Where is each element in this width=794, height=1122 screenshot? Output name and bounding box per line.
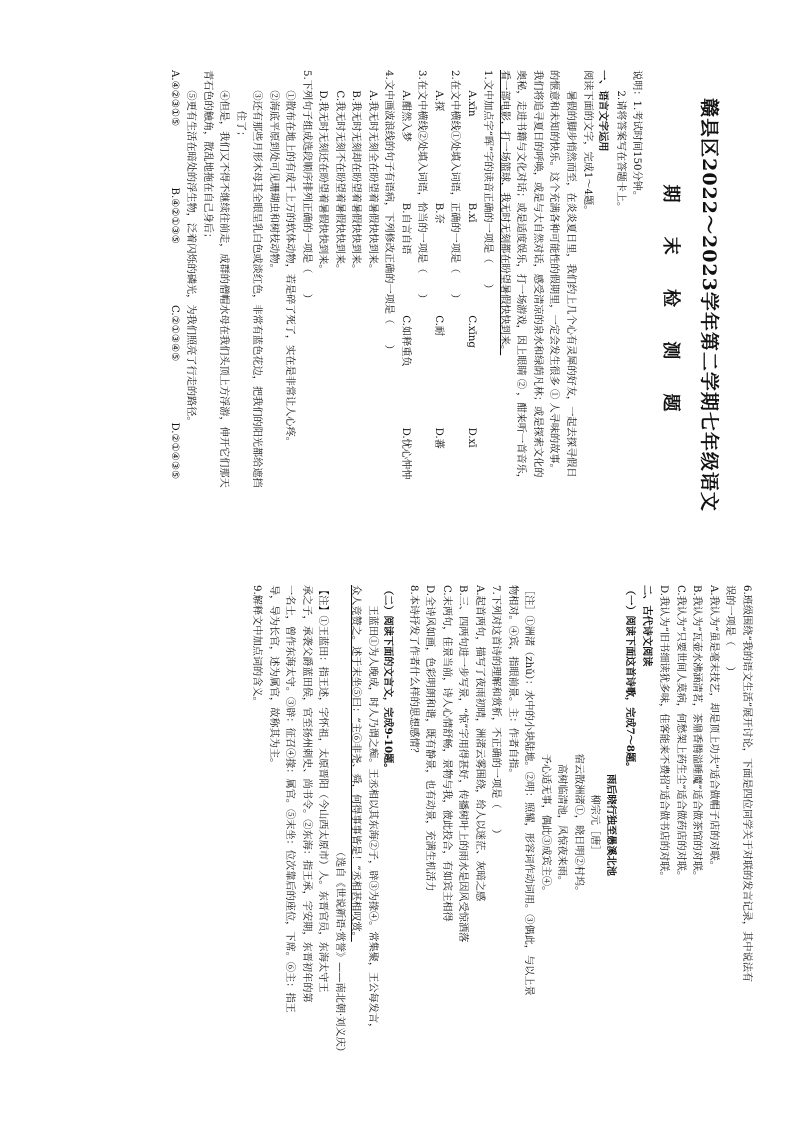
option[interactable]: B.三、四两句进一步写景，“惊”字用得甚好，传播树叶上的雨水是因风受惊洒落	[457, 585, 469, 943]
question-stem: 4.文中画波浪线的句子有语病，下列修改正确的一项是（ ）	[383, 70, 395, 355]
option[interactable]: A.xīn	[465, 90, 477, 117]
option[interactable]: A.酣然入梦	[399, 90, 411, 142]
option[interactable]: B.我无时无刻却在盼望着暑假快快到来。	[350, 90, 362, 275]
poem-note: ［注］①洲渚（zhǔ）：水中的小块陆地。②明：照耀，形容词作动词用。③偶此，与以上景	[523, 585, 535, 996]
option[interactable]: C.耐	[432, 315, 444, 337]
classical-note: 承之子，承袭父爵蓝田侯，官至扬州刺史、尚书令。②东海：指王承，字安期，东晋初年的第	[300, 585, 312, 1003]
option[interactable]: C.末两句，佳景当前，诗人心情舒畅，景物与我，彼此投合，有如宾主相得	[440, 585, 452, 922]
option[interactable]: D.蕃	[432, 427, 444, 449]
question-stem: 3.在文中横线②处填入词语，恰当的一项是（ ）	[416, 70, 428, 304]
question-stem: 2.在文中横线①处填入词语，正确的一项是（ ）	[449, 70, 461, 304]
section-heading: 二、古代诗文阅读	[640, 585, 653, 667]
sentence-line: ①散布在地上的有成千上万的软体动物，若是碎了死了，实在是非常让人心疼。	[284, 90, 296, 447]
poem-line: 高树临清池，风惊夜来雨。	[556, 763, 568, 887]
sentence-line: ④但是，我们又不得不继续往前走，成群的僧帽水母在我们头顶上方浮游，伸开它们那天	[218, 90, 230, 488]
question-options	[396, 70, 413, 540]
sentence-line: 住了；	[234, 110, 246, 142]
option[interactable]: D.我认为“旧书细读犹多味，佳客能来不费招”适合做书店的对联。	[658, 585, 670, 882]
sentence-line: ③还有那些月形木母其全眼呈乳白色或淡红色，非常有蓝色花边，把我们的阳光都给遮挡	[251, 90, 263, 488]
option[interactable]: A.起首两句，描写了夜雨初晴，洲渚云雾围绕，给人以迷茫、灰暗之感	[473, 585, 485, 902]
passage-line: 暑假的脚步悄然而至，在炎炎夏日里，我们约上几个心有灵犀的好友，一起去探寻假日	[565, 90, 577, 478]
poem-line: 予心适无事，偶此③成宾主④。	[539, 753, 551, 897]
option[interactable]: C.xīng	[465, 315, 477, 348]
classical-source: （选自《世说新语·赏誉》——南北朝·刘义庆）	[333, 846, 345, 1057]
question-options	[165, 70, 182, 540]
question-stem: 8.本诗抒发了作者什么样的思想感情？	[407, 585, 419, 758]
poem-note: 物相对。④宾，指眼前景。主：作者自指。	[506, 585, 518, 779]
question-stem: 9.解释文中加点词的含义。	[251, 585, 263, 707]
poem-author: 柳宗元［唐］	[589, 794, 601, 856]
passage-line: 的惬意和未知的快乐。这个充满各种可能性的假期里，一定会发生很多 ① 人寻味的故事。	[548, 70, 560, 474]
option[interactable]: D.xī	[465, 427, 477, 448]
option[interactable]: C.②①③④⑤	[168, 305, 180, 362]
option[interactable]: A.④②③①⑤	[168, 70, 180, 127]
option[interactable]: C.我无时无刻不在盼望着暑假快快到来。	[333, 90, 345, 275]
exam-note: 说明：1.考试时间150分钟。	[631, 70, 643, 202]
exam-note: 2.请将答案写在答题卡上。	[614, 90, 626, 213]
subsection-heading: （一）阅读下面这首诗歌，完成7～8题。	[624, 585, 637, 773]
option[interactable]: A.探	[432, 90, 444, 112]
option[interactable]: D.忧心忡忡	[399, 427, 411, 480]
section-heading: 一、语言文字运用	[597, 70, 610, 152]
subsection-heading: （二）阅读下面的文言文，完成9-10题。	[382, 585, 395, 774]
question-options	[429, 70, 446, 540]
classical-note: 导，导为长官，述为属官，故称其为主。	[267, 585, 279, 769]
option[interactable]: C.如释重负	[399, 315, 411, 367]
option[interactable]: B.自言自语	[399, 202, 411, 255]
option[interactable]: A.我无时无刻全在盼望着暑假快快到来。	[366, 90, 378, 275]
poem-line: 宿云散洲渚①，晓日明②村坞。	[572, 753, 584, 897]
option[interactable]: B.④②①③⑤	[168, 187, 180, 244]
exam-title: 赣县区2022～2023学年第二学期七年级语文	[698, 98, 720, 512]
passage-line: 看一部电影，打一场篮球，我无时无刻都在盼望暑假快快到来。	[498, 70, 510, 356]
exam-subtitle: 期 末 检 测 题	[660, 184, 682, 426]
reading-intro: 阅读下面的文字，完成1～4题。	[581, 70, 593, 216]
question-options	[462, 70, 479, 540]
right-column	[248, 585, 754, 1065]
option[interactable]: B.我认为“瓦壶水沸涵清茗，茶鼎香腾溢睡魔”适合做茶馆的对联。	[691, 585, 703, 882]
question-stem: 7.下列对这首诗的理解和赏析，不正确的一项是（ ）	[490, 585, 502, 840]
classical-text-line: 王蓝田①为人晚成，时人乃谓之痴。王丞相以其东海②子，辟③为掾④。常集聚，王公每发言，	[366, 605, 378, 1034]
left-column	[165, 70, 724, 540]
question-stem: 误的一项是（ ）	[724, 585, 736, 677]
option[interactable]: D.②①④③⑤	[168, 422, 180, 480]
option[interactable]: A.我认为“虽是毫末技艺，却是顶上功夫”适合做帽子店的对联。	[707, 585, 719, 871]
question-stem: 1.文中加点字“晖”字的读音正确的一项是（ ）	[482, 70, 494, 294]
question-stem: 5.下列句子组成选段顺序排列正确的一项是（ ）	[300, 70, 312, 304]
option[interactable]: C.我认为“只要世间人莫病，何愁架上药生尘”适合做药店的对联。	[674, 585, 686, 882]
classical-note: 一名士，曾作东海太守。③辟：征召④掾：属官。⑤末坐：位次靠后的座位，下席。⑥主：指王	[284, 585, 296, 1013]
question-stem: 6.班级围绕“我的语文生活”展开讨论，下面是四位同学关于对联的发言记录，其中说法有	[741, 585, 752, 983]
poem-title: 雨后晓行独至愚溪北池	[604, 774, 617, 876]
passage-line: 奥秘，走进书籍与文化对话；或是适度娱乐，打一场游戏，因上眼睛 ② ，酣来听一首音乐，	[515, 70, 527, 484]
sentence-line: 青石色的触角，散乱地拖在自己身后；	[201, 70, 213, 244]
option[interactable]: D.全诗风如画，色彩明朗和谐，既有静景，也有动景，充满生机活力	[424, 585, 436, 892]
passage-line: 我们将追寻夏日的呼唤，或是与大自然对话，感受清凉的泉水和绿荫凡林；或是探索文化的	[531, 70, 543, 478]
sentence-line: ⑤更有生活在暗处的浮生物，泛着闪烁的磷光，为我们照亮了行走的路径。	[185, 90, 197, 427]
option[interactable]: B.奈	[432, 202, 444, 224]
sentence-line: ②海底平原到处可见珊瑚虫和树枝动物。	[267, 90, 279, 274]
classical-note: 【注】①王蓝田：指王述，字怀祖，太原晋阳（今山西太原市）人。东晋官员，东海太守王	[317, 585, 329, 993]
option[interactable]: D.我无时无刻还在盼望着暑假快快到来。	[317, 90, 329, 275]
option[interactable]: B.xī	[465, 202, 477, 223]
classical-text-line: 众人竞赞之。述于末坐⑤曰：“主⑥非尧、舜，何得事事皆是！”丞相甚相叹赏。	[350, 585, 362, 942]
